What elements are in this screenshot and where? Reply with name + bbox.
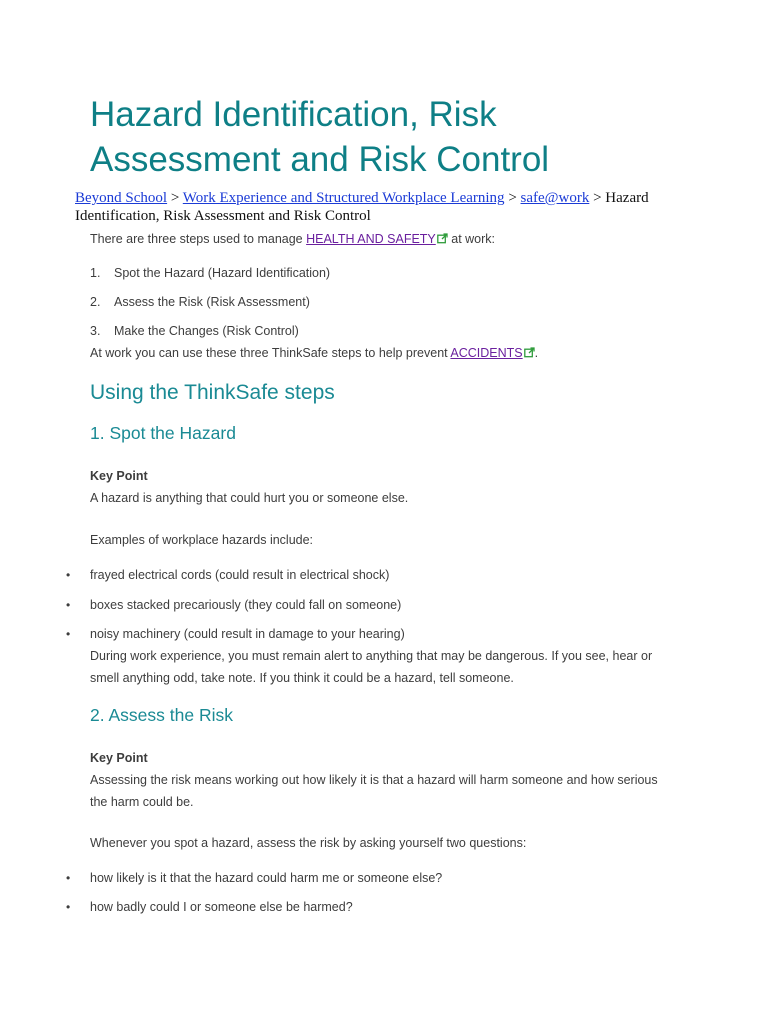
list-item: how badly could I or someone else be harmed? [90, 900, 353, 914]
external-link-icon[interactable] [437, 229, 448, 251]
breadcrumb-current: Hazard Identification, Risk Assessment and Risk Control [75, 190, 649, 224]
section-heading: Using the ThinkSafe steps [90, 381, 335, 404]
breadcrumb-link-work-experience[interactable]: Work Experience and Structured Workplace Learning [182, 190, 505, 206]
breadcrumb-link-safe-at-work[interactable]: safe@work [520, 190, 590, 206]
list-item [90, 262, 330, 284]
list-item [90, 320, 299, 342]
health-and-safety-link[interactable]: HEALTH AND SAFETY [306, 232, 436, 246]
key-point-label: Key Point [90, 469, 148, 483]
intro-paragraph [90, 228, 495, 251]
list-item: how likely is it that the hazard could harm me or someone else? [90, 871, 443, 885]
bullet-dot: • [66, 871, 71, 885]
external-link-icon[interactable] [524, 343, 535, 365]
prevent-text-before: At work you can use these three ThinkSafe steps to help prevent [90, 346, 451, 360]
list-item [90, 291, 310, 313]
examples-intro: Examples of workplace hazards include: [90, 533, 314, 547]
page-title: Hazard Identification, Risk Assessment and Risk Control [90, 95, 550, 179]
step-number: 3. [90, 324, 101, 338]
list-item: frayed electrical cords (could result in electrical shock) [90, 568, 390, 582]
spot-advice: During work experience, you must remain alert to anything that may be dangerous. If you see, hear or smell anything odd, take note. If you think it could be a hazard, tell someone. [90, 649, 653, 685]
risk-definition: Assessing the risk means working out how likely it is that a hazard will harm someone and how serious the harm could be. [90, 773, 658, 809]
questions-intro: Whenever you spot a hazard, assess the risk by asking yourself two questions: [90, 836, 527, 850]
intro-text-after: at work: [447, 232, 496, 246]
bullet-dot: • [66, 598, 71, 612]
bullet-dot: • [66, 568, 71, 582]
step-number: 1. [90, 266, 101, 280]
accidents-link[interactable]: ACCIDENTS [450, 346, 523, 360]
intro-text-before: There are three steps used to manage [90, 232, 307, 246]
step-text: Make the Changes (Risk Control) [114, 324, 299, 338]
breadcrumb [75, 189, 675, 225]
step-text: Assess the Risk (Risk Assessment) [114, 295, 310, 309]
bullet-dot: • [66, 900, 71, 914]
list-item: boxes stacked precariously (they could fall on someone) [90, 598, 402, 612]
assess-risk-heading: 2. Assess the Risk [90, 705, 233, 725]
key-point-label: Key Point [90, 751, 148, 765]
spot-hazard-heading: 1. Spot the Hazard [90, 423, 236, 443]
step-number: 2. [90, 295, 101, 309]
hazard-definition: A hazard is anything that could hurt you or someone else. [90, 491, 409, 505]
bullet-dot: • [66, 627, 71, 641]
prevent-paragraph [90, 342, 538, 365]
step-text: Spot the Hazard (Hazard Identification) [114, 266, 331, 280]
breadcrumb-separator: > [593, 190, 602, 206]
breadcrumb-separator: > [508, 190, 517, 206]
prevent-text-after: . [534, 346, 539, 360]
breadcrumb-separator: > [170, 190, 180, 206]
list-item: noisy machinery (could result in damage to your hearing) [90, 627, 405, 641]
breadcrumb-link-beyond-school[interactable]: Beyond School [75, 190, 168, 206]
